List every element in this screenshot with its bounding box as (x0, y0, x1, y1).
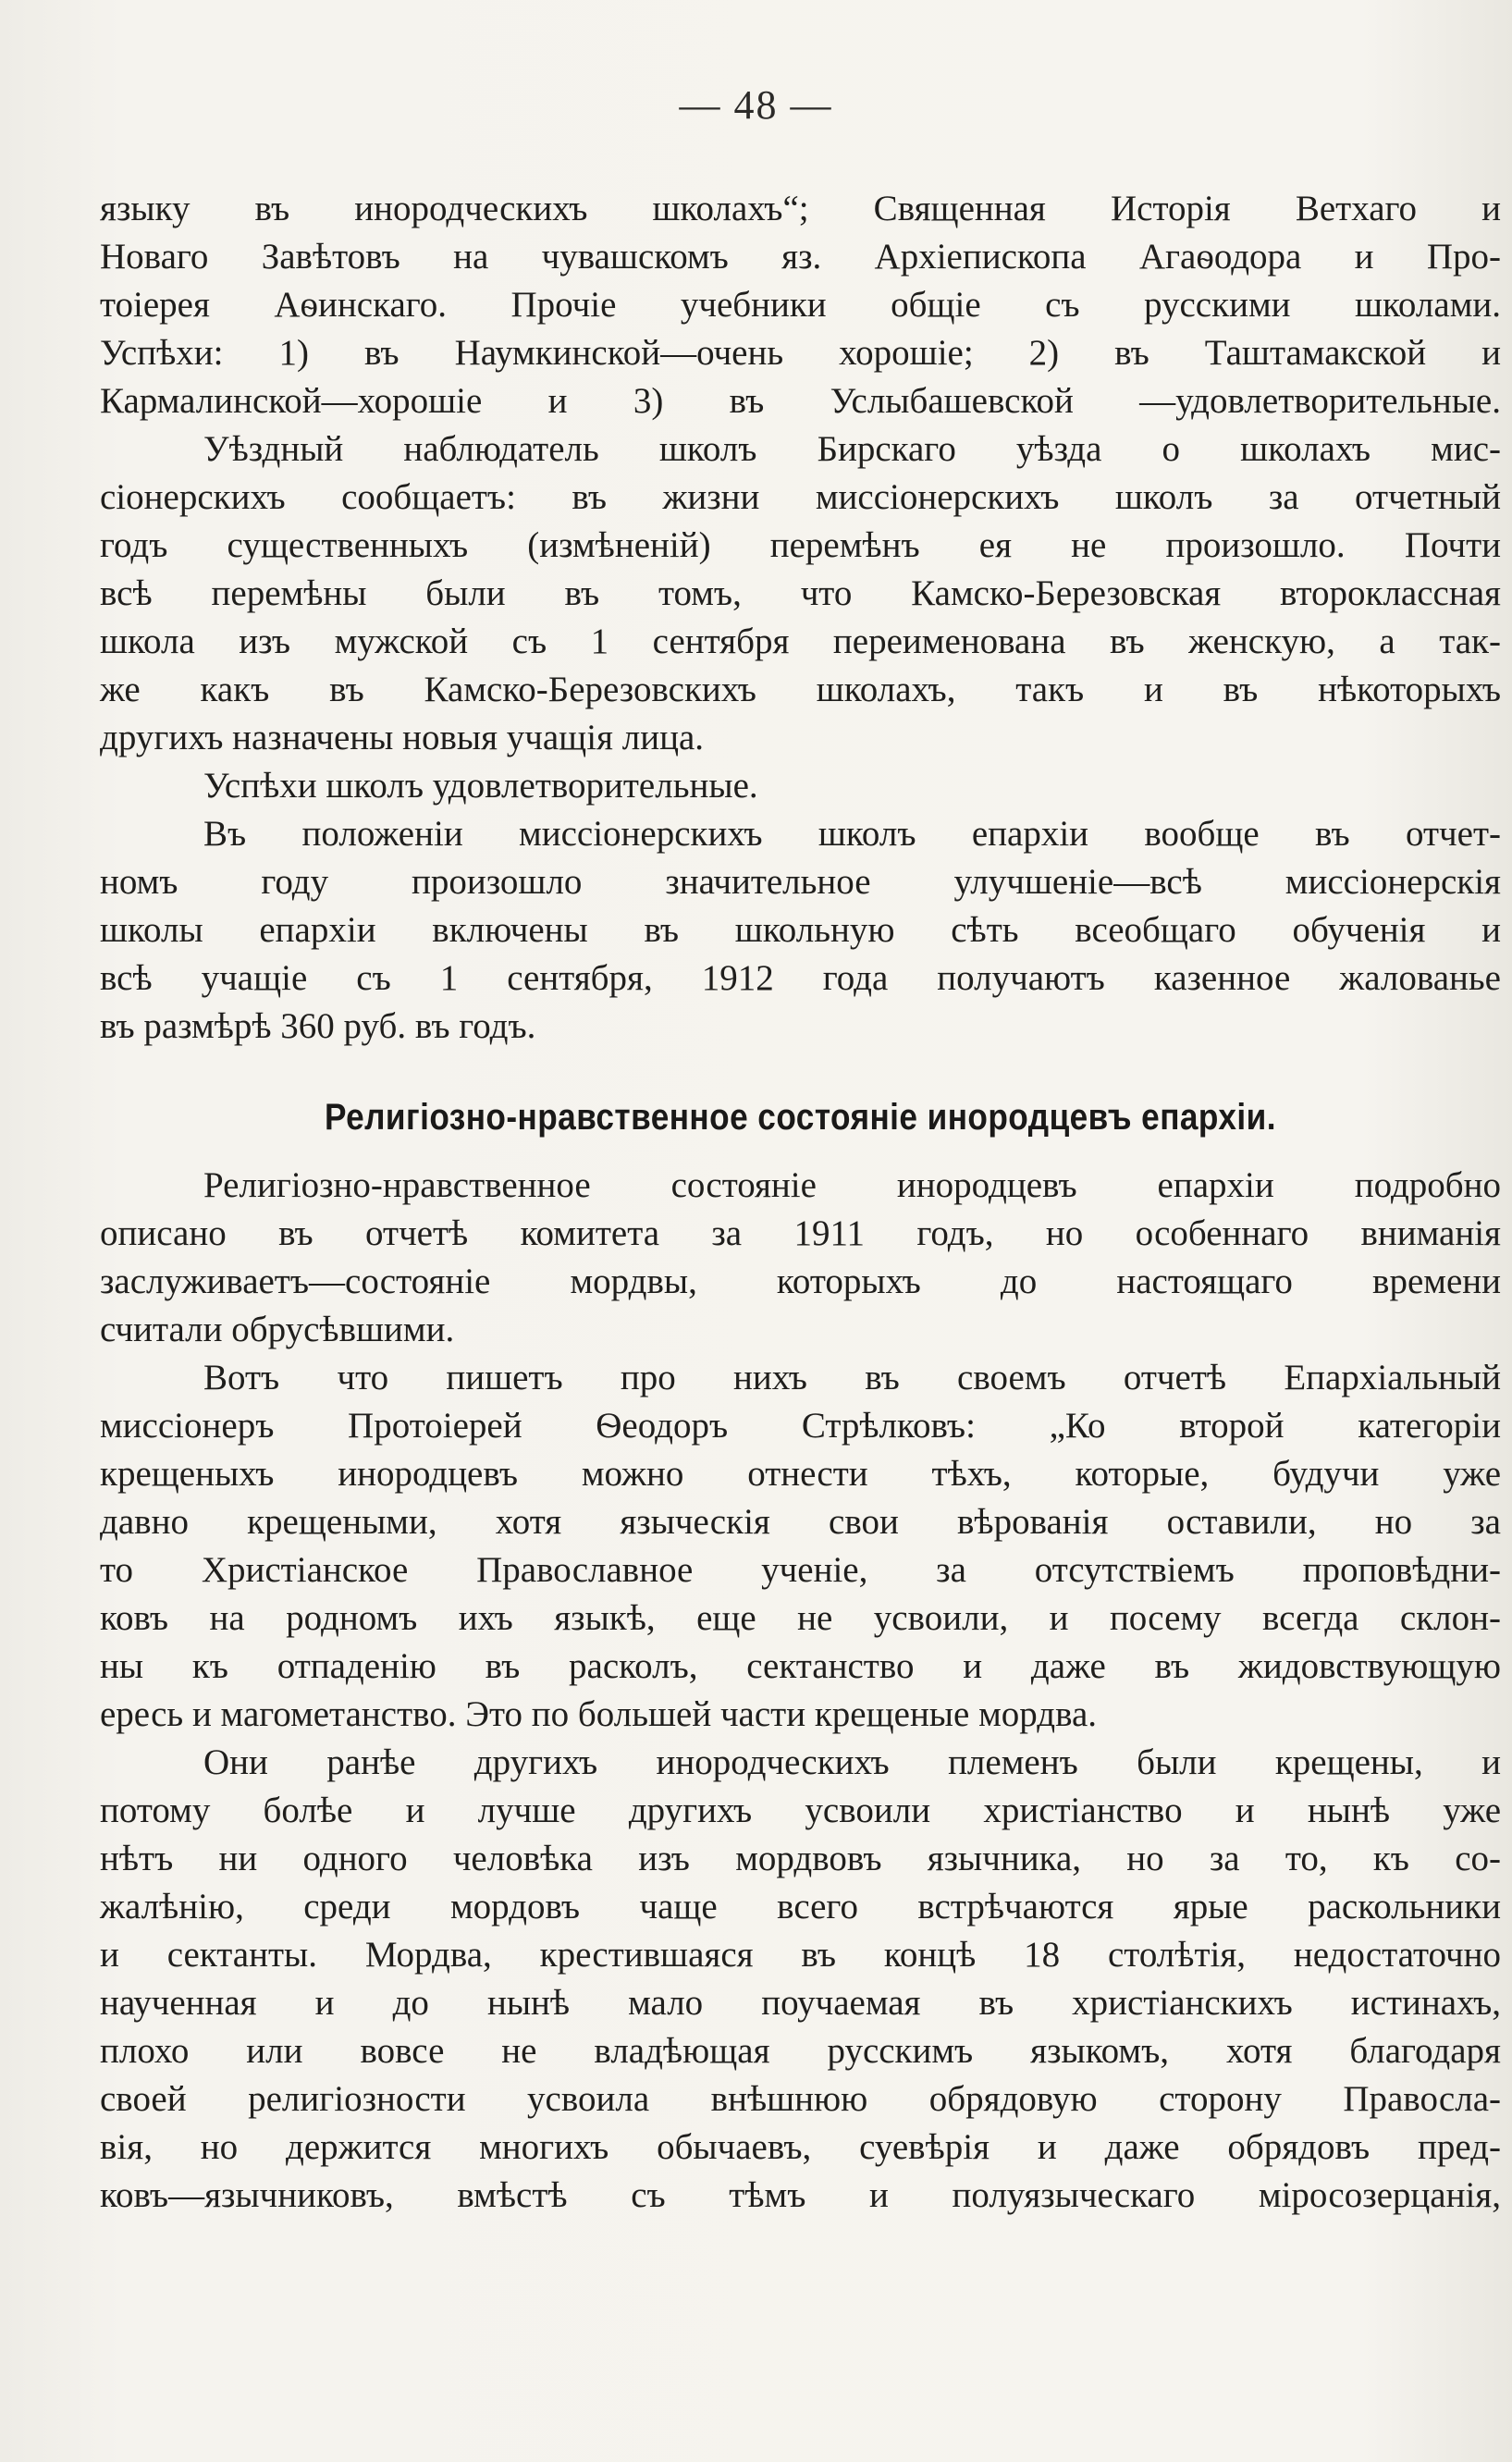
page-number: — 48 — (679, 82, 833, 128)
text-line: нѣтъ ни одного человѣка изъ мордвовъ язычника, но за то, къ со- (100, 1839, 1501, 1878)
paragraph-4 (100, 810, 1501, 1051)
text-line: Успѣхи школъ удовлетворительные. (203, 766, 758, 806)
text-line: Въ положеніи миссіонерскихъ школъ епархіи вообще въ отчет- (203, 814, 1501, 854)
paragraph-2 (100, 425, 1501, 762)
text-line: школа изъ мужской съ 1 сентября переименована въ женскую, а так- (100, 622, 1501, 661)
text-line: же какъ въ Камско-Березовскихъ школахъ, такъ и въ нѣкоторыхъ (100, 670, 1501, 709)
paragraph-6 (100, 1354, 1501, 1739)
text-line: давно крещеными, хотя языческія свои вѣрованія оставили, но за (100, 1502, 1501, 1542)
text-line: миссіонеръ Протоіерей Ѳеодоръ Стрѣлковъ: „Ко второй категоріи (100, 1406, 1501, 1446)
text-line: и сектанты. Мордва, крестившаяся въ концѣ 18 столѣтія, недостаточно (100, 1935, 1501, 1975)
section-heading: Религіозно-нравственное состояніе инородцевъ епархіи. (325, 1097, 1276, 1138)
text-line: тоіерея Аѳинскаго. Прочіе учебники общіе съ русскими школами. (100, 285, 1501, 325)
text-line: Новаго Завѣтовъ на чувашскомъ яз. Архіепископа Агаѳодора и Про- (100, 237, 1501, 277)
text-line: Они ранѣе другихъ инородческихъ племенъ были крещены, и (203, 1742, 1501, 1782)
text-line: въ размѣрѣ 360 руб. въ годъ. (100, 1006, 536, 1046)
text-line: школы епархіи включены въ школьную сѣть всеобщаго обученія и (100, 910, 1501, 950)
text-line: языку въ инородческихъ школахъ“; Священная Исторія Ветхаго и (100, 189, 1501, 228)
paragraph-1 (100, 185, 1501, 425)
text-line: наученная и до нынѣ мало поучаемая въ христіанскихъ истинахъ, (100, 1983, 1501, 2023)
paragraph-3 (100, 762, 1501, 810)
text-line: Кармалинской—хорошіе и 3) въ Услыбашевской —удовлетворительные. (100, 381, 1501, 421)
text-line: считали обрусѣвшими. (100, 1310, 455, 1349)
text-line: Уѣздный наблюдатель школъ Бирскаго уѣзда о школахъ мис- (203, 429, 1501, 469)
text-line: Вотъ что пишетъ про нихъ въ своемъ отчетѣ Епархіальный (203, 1358, 1501, 1397)
text-line: заслуживаетъ—состояніе мордвы, которыхъ до настоящаго времени (100, 1262, 1501, 1301)
text-line: плохо или вовсе не владѣющая русскимъ языкомъ, хотя благодаря (100, 2031, 1501, 2071)
text-line: то Христіанское Православное ученіе, за отсутствіемъ проповѣдни- (100, 1550, 1501, 1590)
paragraph-5 (100, 1162, 1501, 1354)
paragraph-7 (100, 1739, 1501, 2220)
text-line: ковъ на родномъ ихъ языкѣ, еще не усвоили, и посему всегда склон- (100, 1598, 1501, 1638)
text-line: другихъ назначены новыя учащія лица. (100, 718, 705, 757)
text-line: Религіозно-нравственное состояніе инородцевъ епархіи подробно (203, 1165, 1501, 1205)
text-line: ковъ—язычниковъ, вмѣстѣ съ тѣмъ и полуязыческаго міросозерцанія, (100, 2175, 1501, 2215)
text-line: Успѣхи: 1) въ Наумкинской—очень хорошіе; 2) въ Таштамакской и (100, 333, 1501, 373)
document-body (100, 185, 1501, 2220)
text-line: своей религіозности усвоила внѣшнюю обрядовую сторону Правосла- (100, 2079, 1501, 2119)
text-line: всѣ учащіе съ 1 сентября, 1912 года получаютъ казенное жалованье (100, 958, 1501, 998)
text-line: номъ году произошло значительное улучшеніе—всѣ миссіонерскія (100, 862, 1501, 902)
text-line: крещеныхъ инородцевъ можно отнести тѣхъ, которые, будучи уже (100, 1454, 1501, 1494)
text-line: вія, но держится многихъ обычаевъ, суевѣрія и даже обрядовъ пред- (100, 2127, 1501, 2167)
text-line: ны къ отпаденію въ расколъ, сектанство и даже въ жидовствующую (100, 1646, 1501, 1686)
text-line: ересь и магометанство. Это по большей части крещеные мордва. (100, 1694, 1098, 1734)
text-line: жалѣнію, среди мордовъ чаще всего встрѣчаются ярые раскольники (100, 1887, 1501, 1927)
text-line: сіонерскихъ сообщаетъ: въ жизни миссіонерскихъ школъ за отчетный (100, 477, 1501, 517)
text-line: всѣ перемѣны были въ томъ, что Камско-Березовская второклассная (100, 573, 1501, 613)
text-line: описано въ отчетѣ комитета за 1911 годъ, но особеннаго вниманія (100, 1213, 1501, 1253)
text-line: потому болѣе и лучше другихъ усвоили христіанство и нынѣ уже (100, 1791, 1501, 1830)
text-line: годъ существенныхъ (измѣненій) перемѣнъ ея не произошло. Почти (100, 525, 1501, 565)
